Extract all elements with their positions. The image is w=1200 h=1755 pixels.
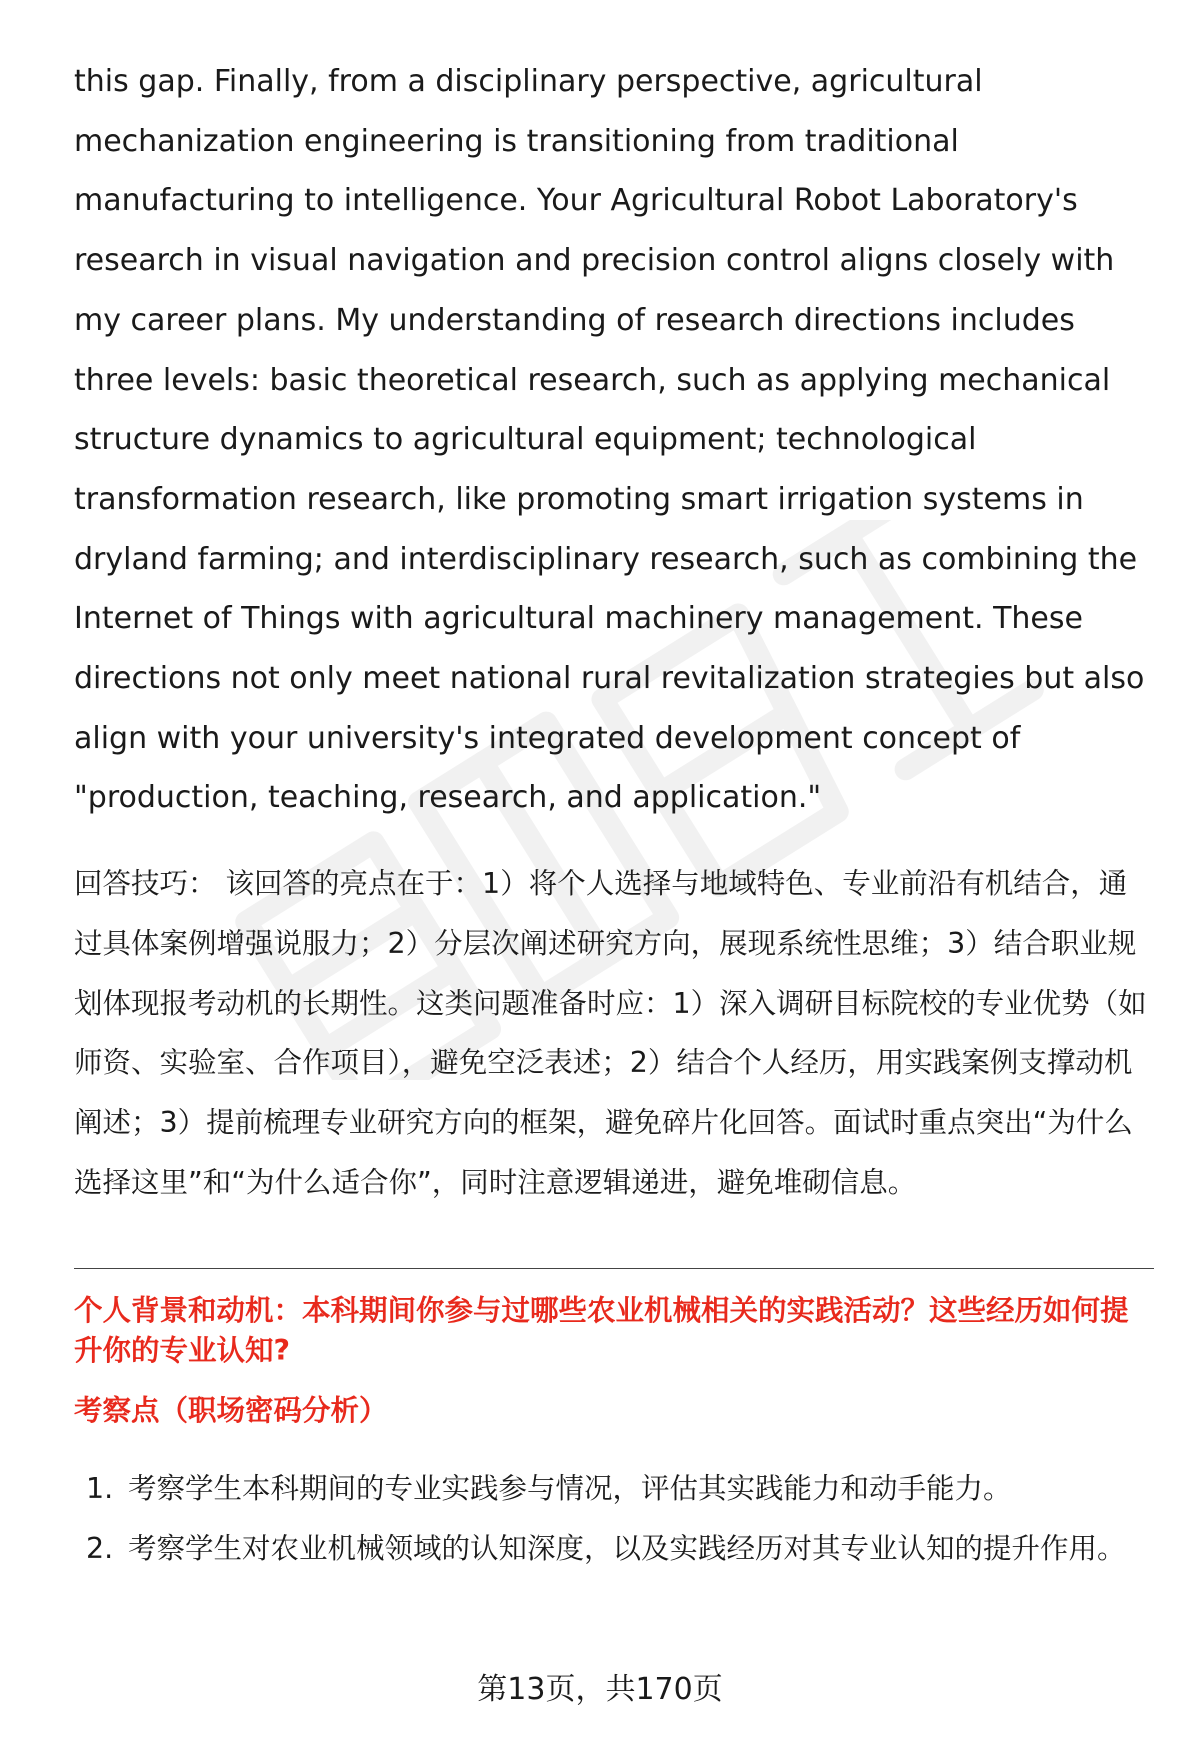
list-item-text: 考察学生对农业机械领域的认知深度，以及实践经历对其专业认知的提升作用。 [128, 1532, 1126, 1566]
section-divider [74, 1268, 1154, 1269]
list-item-number: 2. [86, 1532, 114, 1566]
answer-tips-paragraph: 回答技巧： 该回答的亮点在于：1）将个人选择与地域特色、专业前沿有机结合，通过具体案例增强说服力；2）分层次阐述研究方向，展现系统性思维；3）结合职业规划体现报考动机的长期性。这类问题准备时应：1）深入调研目标院校的专业优势（如师资、实验室、合作项目），避免空泛表述；2）结合个人经历，用实践案例支撑动机阐述；3）提前梳理专业研究方向的框架，避免碎片化回答。面试时重点突出“为什么选择这里”和“为什么适合你”，同时注意逻辑递进，避免堆砌信息。 [74, 867, 1147, 1199]
list-item-number: 1. [86, 1472, 114, 1506]
page-content [74, 52, 1154, 1579]
list-item [74, 1519, 1154, 1579]
exam-points-list [74, 1459, 1154, 1578]
exam-points-heading: 考察点（职场密码分析） [74, 1394, 388, 1428]
question-heading: 个人背景和动机：本科期间你参与过哪些农业机械相关的实践活动？这些经历如何提升你的专业认知? [74, 1294, 1129, 1368]
page-footer: 第13页，共170页 [477, 1672, 723, 1707]
list-item [74, 1459, 1154, 1519]
list-item-text: 考察学生本科期间的专业实践参与情况，评估其实践能力和动手能力。 [128, 1472, 1012, 1506]
answer-continued-paragraph: this gap. Finally, from a disciplinary perspective, agricultural mechanization engineering is transitioning from traditional manufacturing to intelligence. Your Agricultural Robot Laboratory's research in visual navigation and precision control aligns closely with my career plans. My understanding of research directions includes three levels: basic theoretical research, such as applying mechanical structure dynamics to agricultural equipment; technological transformation research, like promoting smart irrigation systems in dryland farming; and interdisciplinary research, such as combining the Internet of Things with agricultural machinery management. These directions not only meet national rural revitalization strategies but also align with your university's integrated development concept of "production, teaching, research, and application." [74, 64, 1145, 816]
